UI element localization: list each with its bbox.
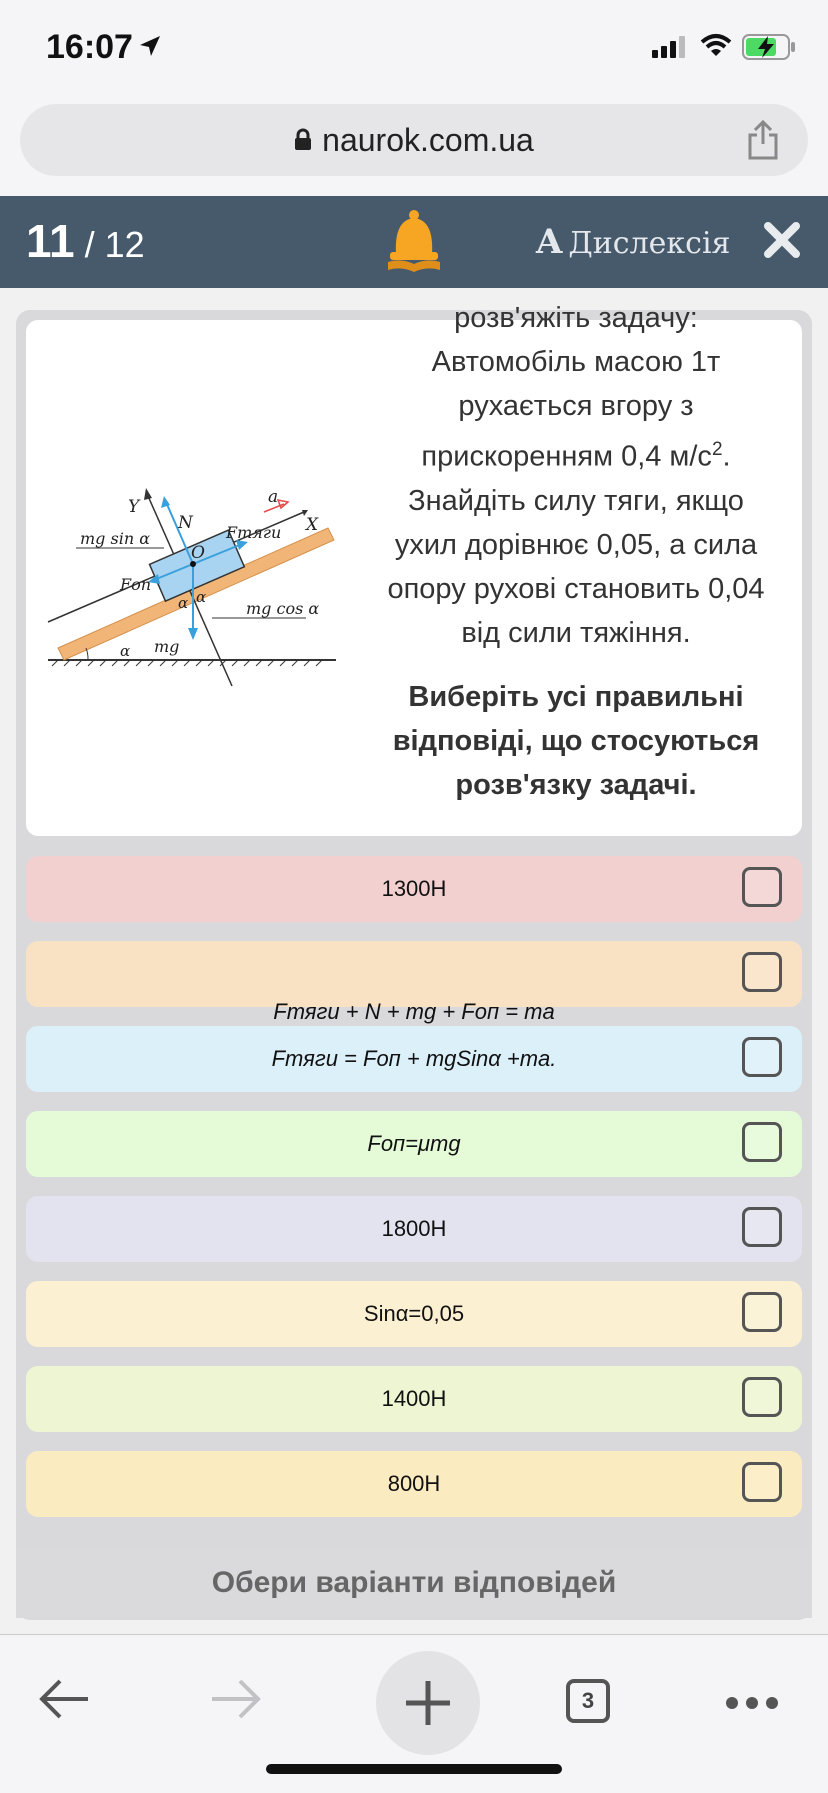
bell-icon[interactable]: [384, 208, 444, 278]
question-instruction: Виберіть усі правильні відповіді, що стосуються розв'язку задачі.: [392, 680, 760, 801]
address-bar[interactable]: [20, 104, 808, 176]
diagram-alpha-label-3: α: [120, 642, 131, 660]
answer-checkbox[interactable]: [742, 1122, 782, 1162]
diagram-mg-label: mg: [154, 637, 180, 656]
new-tab-button[interactable]: [376, 1651, 480, 1755]
total-questions: / 12: [74, 224, 145, 265]
submit-answers-button[interactable]: [16, 1548, 812, 1618]
answer-option[interactable]: [26, 941, 802, 1024]
url-text: naurok.com.ua: [322, 122, 534, 158]
diagram-a-label: a: [268, 487, 279, 507]
browser-address-area: [0, 96, 828, 196]
answer-option-label: 1800Н: [381, 1216, 447, 1241]
question-text: [356, 296, 796, 807]
answer-option[interactable]: [26, 856, 802, 922]
question-card: [26, 302, 802, 836]
answer-checkbox[interactable]: [742, 867, 782, 907]
answer-option-label: Fоп=μmg: [367, 1131, 461, 1156]
current-question-number: 11: [26, 215, 75, 267]
lock-icon: [294, 129, 312, 151]
question-counter: [26, 214, 145, 268]
answer-checkbox[interactable]: [742, 1377, 782, 1417]
battery-charging-icon: [742, 34, 796, 60]
diagram-o-label: O: [191, 543, 205, 563]
url-display[interactable]: [20, 122, 808, 159]
submit-answers-label: Обери варіанти відповідей: [211, 1566, 617, 1599]
forward-arrow-icon[interactable]: [210, 1677, 262, 1721]
diagram-mgcos-label: mg cos α: [246, 599, 320, 618]
answer-option-label: Fтяги + N + mg + Fоп = ma: [273, 999, 555, 1024]
diagram-alpha-label-1: α: [178, 594, 189, 612]
back-arrow-icon[interactable]: [38, 1677, 90, 1721]
diagram-x-label: X: [306, 515, 319, 535]
home-indicator: [266, 1764, 562, 1774]
clock: 16:07: [46, 28, 133, 66]
answer-option-label: 1400Н: [381, 1386, 447, 1411]
quiz-header: [0, 196, 828, 288]
wifi-icon: [700, 34, 732, 58]
answer-checkbox[interactable]: [742, 1462, 782, 1502]
answer-option-label: 800Н: [387, 1471, 441, 1496]
answer-checkbox[interactable]: [742, 1207, 782, 1247]
answer-option[interactable]: [26, 1196, 802, 1262]
dyslexia-toggle[interactable]: [536, 222, 730, 262]
answer-option-label: Sinα=0,05: [363, 1301, 465, 1326]
unit-superscript: 2: [711, 439, 723, 460]
status-bar: [0, 0, 828, 96]
answer-option[interactable]: [26, 1026, 802, 1092]
share-icon[interactable]: [746, 120, 780, 160]
answer-option-label: Fтяги = Fоп + mgSinα +ma.: [271, 1046, 557, 1071]
close-icon[interactable]: [762, 220, 802, 260]
diagram-y-label: Y: [128, 497, 140, 517]
answer-option[interactable]: [26, 1451, 802, 1517]
location-arrow-icon: [138, 34, 162, 58]
answer-option[interactable]: [26, 1111, 802, 1177]
question-line: рухається вгору з: [458, 390, 694, 422]
answer-checkbox[interactable]: [742, 1037, 782, 1077]
diagram-alpha-label-2: α: [196, 588, 207, 606]
diagram-mgsin-label: mg sin α: [80, 529, 151, 548]
question-line-with-unit: прискоренням 0,4 $м/с^2$.: [421, 439, 731, 473]
diagram-fop-label: Fоп: [120, 575, 152, 594]
answer-option[interactable]: [26, 1366, 802, 1432]
diagram-n-label: N: [178, 513, 193, 533]
inclined-plane-diagram: [36, 460, 356, 720]
answer-checkbox[interactable]: [742, 952, 782, 992]
plus-icon: [376, 1651, 480, 1755]
answer-option-label: 1300Н: [381, 876, 447, 901]
question-line: ухил дорівнює 0,05, а сила: [394, 528, 758, 561]
answer-checkbox[interactable]: [742, 1292, 782, 1332]
question-line: від сили тяжіння.: [461, 616, 691, 649]
dyslexia-label: Дислексія: [568, 226, 731, 261]
question-line: Автомобіль масою 1т: [431, 346, 721, 378]
tabs-count-button[interactable]: 3: [566, 1679, 610, 1723]
question-line: опору рухові становить 0,04: [387, 572, 765, 605]
signal-icon: [652, 36, 688, 58]
question-line: Знайдіть силу тяги, якщо: [408, 484, 744, 517]
dyslexia-icon: A: [536, 222, 563, 262]
diagram-ftyagy-label: Fтяги: [226, 523, 282, 542]
question-line: розв'яжіть задачу:: [454, 302, 698, 334]
more-dots-icon[interactable]: [724, 1695, 780, 1711]
answer-option[interactable]: [26, 1281, 802, 1347]
